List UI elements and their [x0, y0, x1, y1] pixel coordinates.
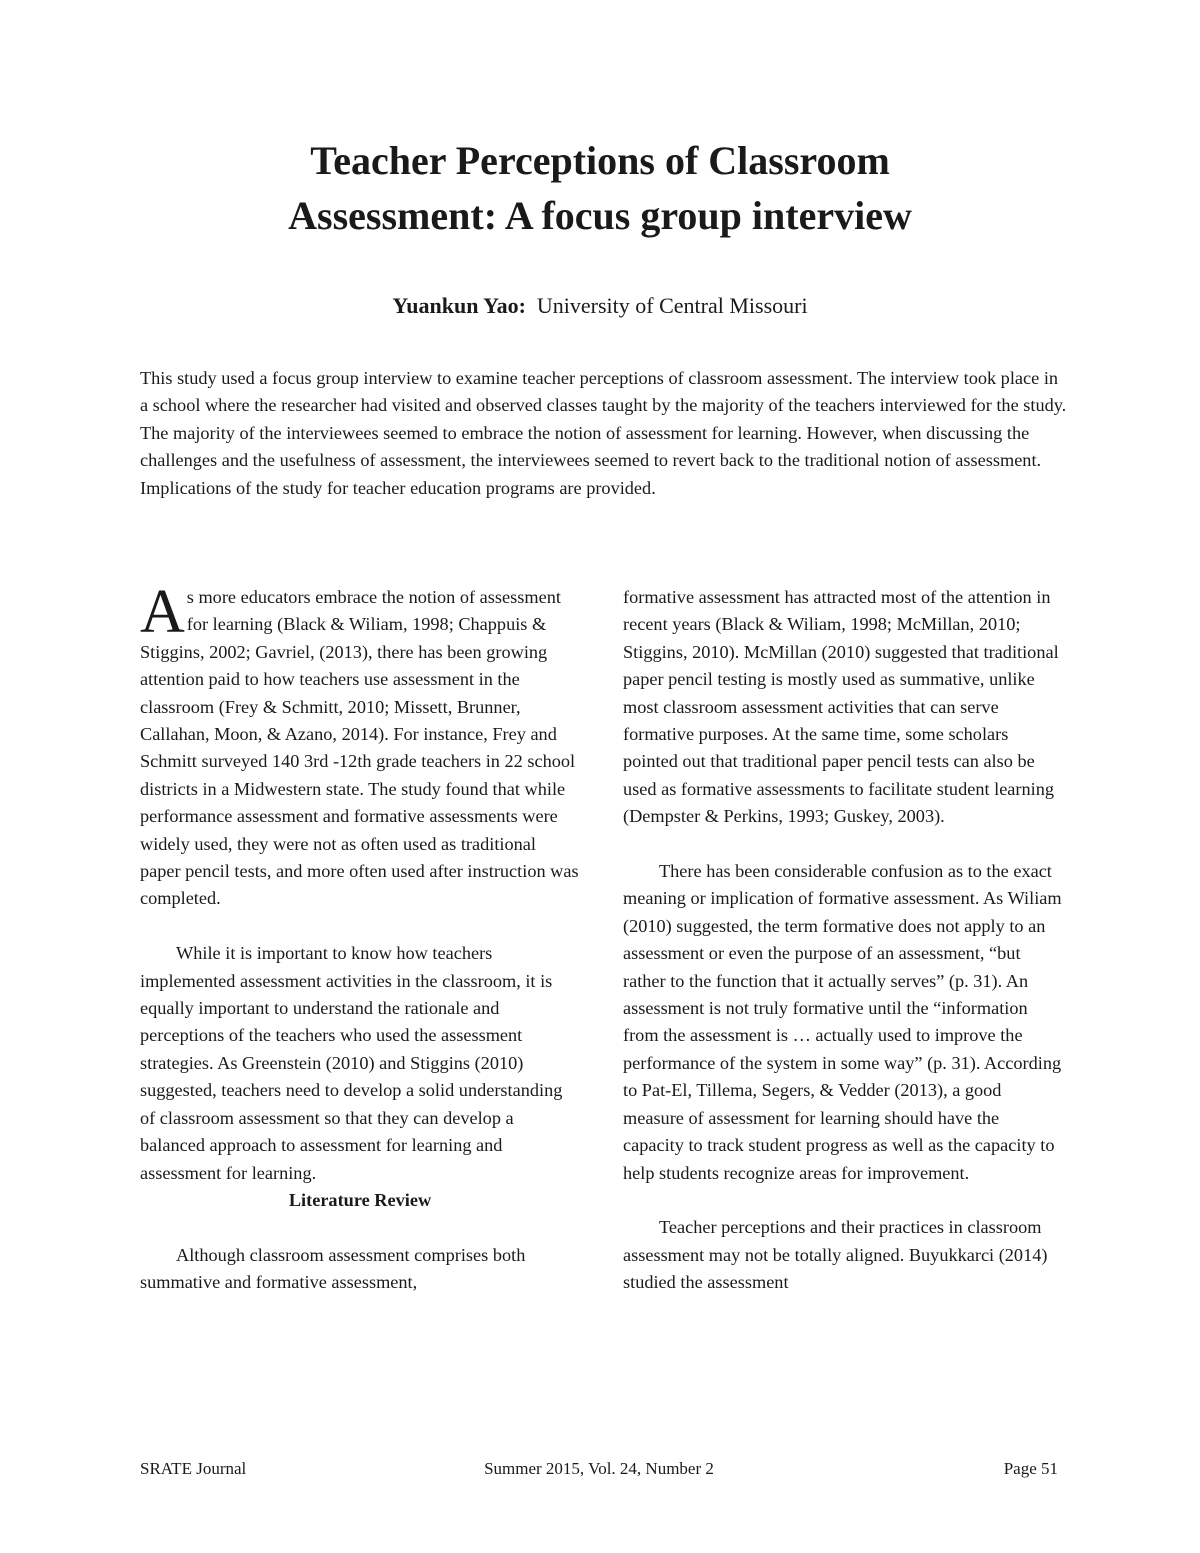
paper-title-line-1: Teacher Perceptions of Classroom — [310, 138, 890, 183]
abstract: This study used a focus group interview to examine teacher perceptions of classroom assessment. The interview took place in a school where the researcher had visited and observed classes taught by the majority of the teachers interviewed for the study. The majority of the interviewees seemed to embrace the notion of assessment for learning. However, when discussing the challenges and the usefulness of assessment, the interviewees seemed to revert back to the traditional notion of assessment. Implications of the study for teacher education programs are provided. — [140, 368, 1067, 498]
intro-paragraph-text: s more educators embrace the notion of assessment for learning (Black & Wiliam, 1998; Chappuis & Stiggins, 2002; Gavriel, (2013), there has been growing attention paid to how teachers use assessment in the classroom (Frey & Schmitt, 2010; Missett, Brunner, Callahan, Moon, & Azano, 2014). For instance, Frey and Schmitt surveyed 140 3rd -12th grade teachers in 22 school districts in a Midwestern state. The study found that while performance assessment and formative assessments were widely used, they were not as often used as traditional paper pencil tests, and more often used after instruction was completed. — [140, 587, 579, 909]
body-paragraph-6: Teacher perceptions and their practices in classroom assessment may not be totally aligned. Buyukkarci (2014) studied the assessment — [623, 1217, 1048, 1293]
body-paragraph-4: formative assessment has attracted most of the attention in recent years (Black & Wiliam, 1998; McMillan, 2010; Stiggins, 2010). McMillan (2010) suggested that traditional paper pencil testing is mostly used as summative, unlike most classroom assessment activities that can serve formative purposes. At the same time, some scholars pointed out that traditional paper pencil tests can also be used as formative assessments to facilitate student learning (Dempster & Perkins, 1993; Guskey, 2003). — [623, 587, 1059, 827]
section-heading-literature-review: Literature Review — [288, 1189, 432, 1210]
drop-cap: A — [140, 578, 185, 646]
footer-issue: Summer 2015, Vol. 24, Number 2 — [484, 1459, 714, 1478]
body-paragraph-5: There has been considerable confusion as to the exact meaning or implication of formative assessment. As Wiliam (2010) suggested, the term formative does not apply to an assessment or even the purpose of an assessment, “but rather to the function that it actually serves” (p. 31). An assessment is not truly formative until the “information from the assessment is … actually used to improve the performance of the system in some way” (p. 31). According to Pat-El, Tillema, Segers, & Vedder (2013), a good measure of assessment for learning should have the capacity to track student progress as well as the capacity to help students recognize areas for improvement. — [623, 861, 1062, 1183]
body-paragraph-3: Although classroom assessment comprises both summative and formative assessment, — [140, 1244, 526, 1293]
intro-paragraph — [140, 578, 580, 913]
author-line — [0, 290, 1200, 322]
footer-journal: SRATE Journal — [140, 1459, 247, 1478]
left-column — [140, 578, 580, 1297]
footer-page-number: Page 51 — [1003, 1459, 1058, 1478]
paper-title — [0, 133, 1200, 243]
paper-title-line-2: Assessment: A focus group interview — [288, 193, 912, 238]
author-name: Yuankun Yao: — [392, 293, 526, 318]
right-column — [623, 584, 1063, 1297]
body-paragraph-2: While it is important to know how teachers implemented assessment activities in the classroom, it is equally important to understand the rationale and perceptions of the teachers who used the assessment strategies. As Greenstein (2010) and Stiggins (2010) suggested, teachers need to develop a solid understanding of classroom assessment so that they can develop a balanced approach to assessment for learning and assessment for learning. — [140, 943, 563, 1183]
author-affiliation: University of Central Missouri — [536, 293, 808, 318]
